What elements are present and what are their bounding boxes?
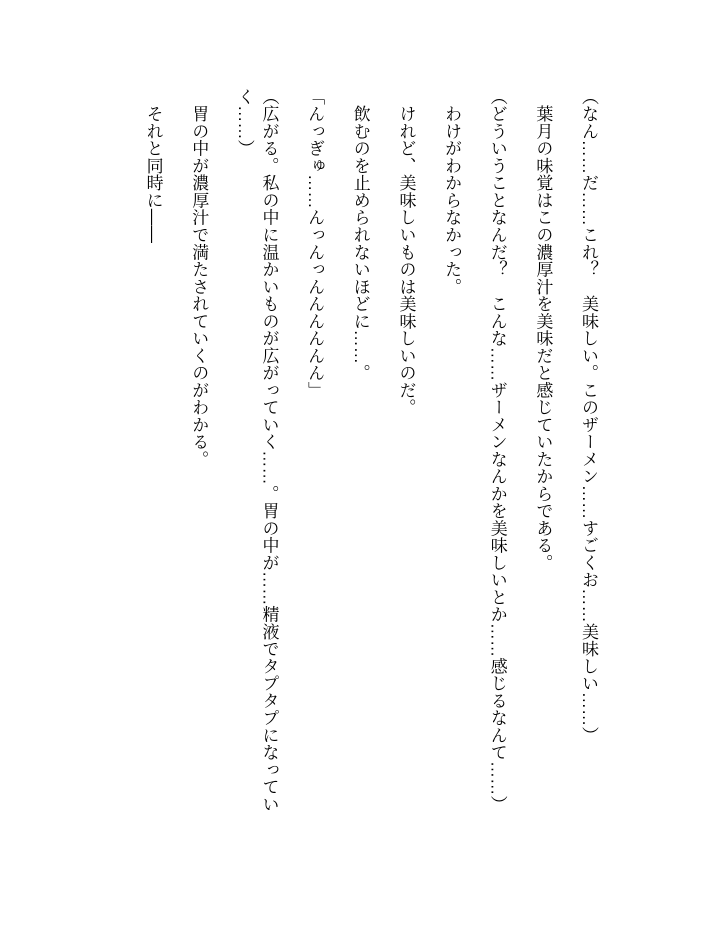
paragraph-monologue-1: （なん……だ……これ？ 美味しい。このザーメン……すごくお……美味しい……） bbox=[579, 88, 598, 744]
paragraph-narration-3: けれど、美味しいものは美味しいのだ。 bbox=[396, 88, 416, 416]
paragraph-narration-4: 飲むのを止められないほどに……。 bbox=[350, 88, 370, 382]
paragraph-narration-6: それと同時に―― bbox=[143, 88, 163, 244]
paragraph-monologue-2: （どういうことなんだ？ こんな……ザーメンなんかを美味しいとか……感じるなんて……） bbox=[487, 88, 507, 813]
paragraph-narration-2: わけがわからなかった。 bbox=[442, 88, 462, 296]
paragraph-narration-1: 葉月の味覚はこの濃厚汁を美味だと感じていたからである。 bbox=[533, 88, 553, 572]
paragraph-narration-5: 胃の中が濃厚汁で満たされていくのがわかる。 bbox=[189, 88, 209, 468]
paragraph-monologue-3: （広がる。私の中に温かいものが広がっていく……。胃の中が……精液でタプタプになっていく……） bbox=[234, 88, 279, 813]
paragraph-dialogue-1: 「んっぎゅ……んっんっんんんんんん」 bbox=[305, 88, 325, 399]
